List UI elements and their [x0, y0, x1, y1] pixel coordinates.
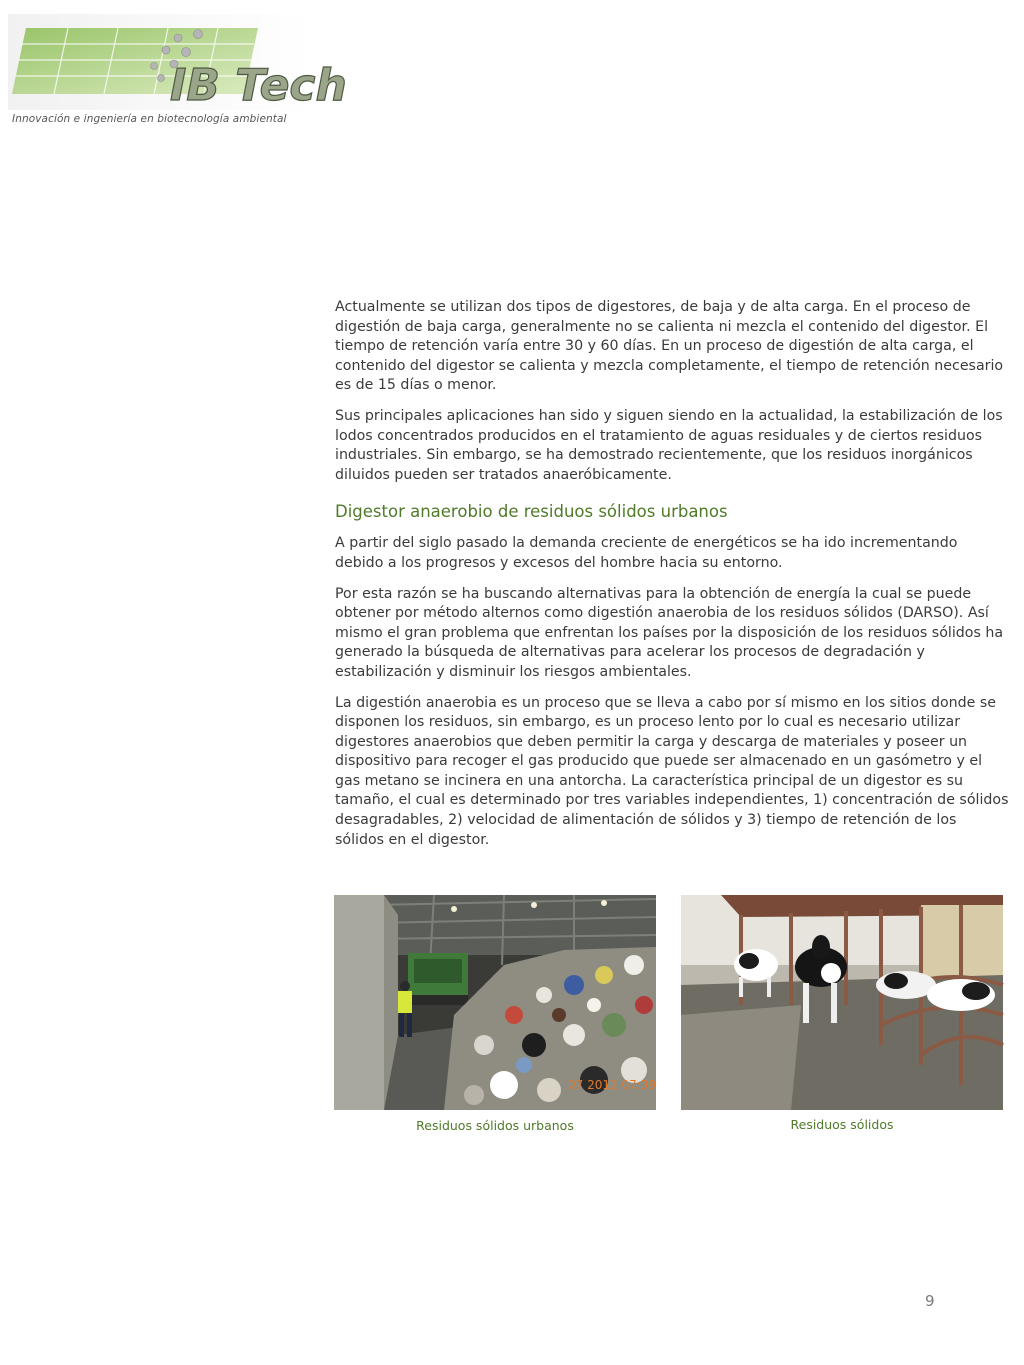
paragraph: Por esta razón se ha buscando alternativas para la obtención de energía la cual se puede obtener por método alternos como digestión anaerobia de los residuos sólidos (DARSO). Así mismo el gran problema que enfrentan los países por la disposición de los residuos sólidos ha generado la búsqueda de alternativas para acelerar los procesos de degradación y estabilización y disminuir los riesgos ambientales. — [335, 585, 1004, 680]
main-content — [335, 298, 1009, 861]
photo-livestock-waste — [681, 895, 1003, 1110]
paragraph: La digestión anaerobia es un proceso que se lleva a cabo por sí mismo en los sitios donde se disponen los residuos, sin embargo, es un proceso lento por lo cual es necesario utilizar digestores anaerobios que deben permitir la carga y descarga de materiales y poseer un dispositivo para recoger el gas producido que puede ser almacenado en un gasómetro y el gas metano se incinera en una antorcha. La característica principal de un digestor es su tamaño, el cual es determinado por tres variables independientes, 1) concentración de sólidos desagradables, 2) velocidad de alimentación de sólidos y 3) tiempo de retención de los sólidos en el digestor. — [335, 694, 1009, 848]
paragraph: Actualmente se utilizan dos tipos de digestores, de baja y de alta carga. En el proceso de digestión de baja carga, generalmente no se calienta ni mezcla el contenido del digestor. El tiempo de retención varía entre 30 y 60 días. En un proceso de digestión de alta carga, el contenido del digestor se calienta y mezcla completamente, el tiempo de retención necesario es de 15 días o menor. — [335, 299, 1004, 394]
paragraph: Sus principales aplicaciones han sido y siguen siendo en la actualidad, la estabilización de los lodos concentrados producidos en el tratamiento de aguas residuales y de ciertos residuos industriales. Sin embargo, se ha demostrado recientemente, que los residuos inorgánicos diluidos pueden ser tratados anaeróbicamente. — [335, 407, 1003, 483]
photo-date-stamp: 07 2012 07:39 — [568, 1078, 657, 1092]
logo-wordmark: IB Tech — [170, 60, 347, 111]
photo-urban-solid-waste — [334, 895, 656, 1110]
caption-urban-solid-waste: Residuos sólidos urbanos — [416, 1118, 574, 1133]
section-heading: Digestor anaerobio de residuos sólidos urbanos — [335, 502, 728, 522]
company-tagline: Innovación e ingeniería en biotecnología ambiental — [12, 113, 287, 125]
company-logo — [8, 14, 347, 111]
page-number: 9 — [925, 1292, 935, 1310]
paragraph: A partir del siglo pasado la demanda creciente de energéticos se ha ido incrementando debido a los progresos y excesos del hombre hacia su entorno. — [335, 535, 958, 571]
caption-livestock-waste: Residuos sólidos — [790, 1117, 894, 1132]
